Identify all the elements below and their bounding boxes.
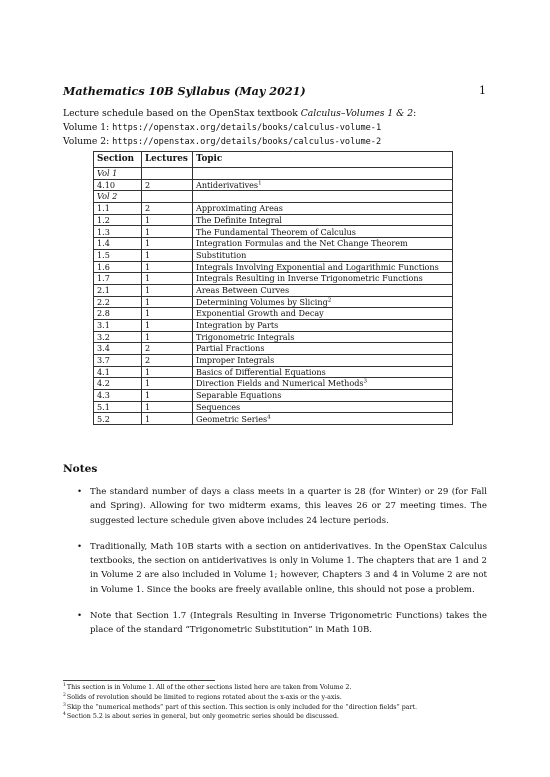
table-row <box>94 179 453 191</box>
header-section: Section <box>94 152 142 168</box>
topic-text: Partial Fractions <box>196 343 265 354</box>
lectures-cell: 1 <box>142 413 193 425</box>
note-item <box>77 540 487 597</box>
topic-text: Integrals Resulting in Inverse Trigonometric Functions <box>196 273 423 284</box>
table-header-row <box>94 152 453 168</box>
section-cell: 3.7 <box>94 355 142 367</box>
lectures-cell: 2 <box>142 179 193 191</box>
footnote-ref: 1 <box>258 180 262 187</box>
note-text: The standard number of days a class meets in a quarter is 28 (for Winter) or 29 (for Fall and Spring). Allowing for two midterm exams, this leaves 26 or 27 meeting times. The suggested lecture schedule given above includes 24 lecture periods. <box>90 487 487 526</box>
table-row <box>94 261 453 273</box>
lectures-cell: 1 <box>142 273 193 285</box>
section-cell: 2.2 <box>94 296 142 308</box>
table-row <box>94 319 453 331</box>
section-cell: 4.2 <box>94 378 142 390</box>
table-row <box>94 366 453 378</box>
topic-text: Substitution <box>196 249 247 260</box>
intro-text <box>63 107 416 149</box>
footnote-mark: 2 <box>63 692 66 698</box>
table-row <box>94 284 453 296</box>
topic-text: Direction Fields and Numerical Methods <box>196 378 364 389</box>
topic-text: Trigonometric Integrals <box>196 331 295 342</box>
topic-text: The Fundamental Theorem of Calculus <box>196 226 356 237</box>
note-item <box>77 485 487 528</box>
page-number: 1 <box>479 84 486 97</box>
section-cell: 1.7 <box>94 273 142 285</box>
topic-cell <box>193 214 453 226</box>
lecture-schedule-table <box>93 151 453 425</box>
lectures-cell: 1 <box>142 249 193 261</box>
section-cell: 4.3 <box>94 390 142 402</box>
footnote-ref: 2 <box>327 297 332 304</box>
lectures-cell: 1 <box>142 366 193 378</box>
table-row <box>94 308 453 320</box>
footnote-text: Solids of revolution should be limited to regions rotated about the x-axis or the y-axis. <box>66 693 342 701</box>
topic-text: Basics of Differential Equations <box>196 366 326 377</box>
header-lectures: Lectures <box>142 152 193 168</box>
topic-cell <box>193 401 453 413</box>
table-row <box>94 249 453 261</box>
footnotes <box>63 683 493 722</box>
footnote-mark: 3 <box>63 702 66 708</box>
section-cell: 2.1 <box>94 284 142 296</box>
lectures-cell: 1 <box>142 296 193 308</box>
section-cell: 3.1 <box>94 319 142 331</box>
note-text: Note that Section 1.7 (Integrals Resulting in Inverse Trigonometric Functions) takes the place of the standard “Trigonometric Substitution” in Math 10B. <box>90 611 487 636</box>
topic-cell <box>193 238 453 250</box>
empty-cell <box>142 168 193 180</box>
table-row <box>94 203 453 215</box>
table-row <box>94 343 453 355</box>
topic-cell <box>193 319 453 331</box>
notes-list <box>77 485 487 650</box>
table-row <box>94 390 453 402</box>
topic-text: Sequences <box>196 401 241 412</box>
topic-cell <box>193 261 453 273</box>
footnote-ref: 3 <box>363 378 368 385</box>
notes-heading: Notes <box>63 463 98 475</box>
bullet-icon: • <box>77 487 83 497</box>
topic-text: Antiderivatives <box>196 179 259 190</box>
topic-text: The Definite Integral <box>196 214 282 225</box>
empty-cell <box>193 168 453 180</box>
section-cell: 4.10 <box>94 179 142 191</box>
footnote-rule <box>63 680 215 681</box>
topic-cell <box>193 366 453 378</box>
footnote-mark: 1 <box>63 683 66 688</box>
note-item <box>77 609 487 638</box>
topic-text: Geometric Series <box>196 413 268 424</box>
volume-2-line <box>63 135 416 149</box>
table-row <box>94 413 453 425</box>
section-cell: 1.6 <box>94 261 142 273</box>
volume-label: Vol 1 <box>94 168 142 180</box>
table-row <box>94 355 453 367</box>
bullet-icon: • <box>77 541 83 552</box>
lectures-cell: 1 <box>142 401 193 413</box>
volume-1-line <box>63 121 416 135</box>
volume-1-url[interactable]: https://openstax.org/details/books/calculus-volume-1 <box>112 123 382 133</box>
topic-text: Integrals Involving Exponential and Logarithmic Functions <box>196 261 439 272</box>
empty-cell <box>193 191 453 203</box>
section-cell: 1.3 <box>94 226 142 238</box>
topic-cell <box>193 203 453 215</box>
section-cell: 1.1 <box>94 203 142 215</box>
footnote-ref: 4 <box>267 414 271 421</box>
footnote-mark: 4 <box>63 712 66 718</box>
topic-cell <box>193 296 453 308</box>
bullet-icon: • <box>77 611 83 622</box>
topic-text: Areas Between Curves <box>196 284 290 295</box>
topic-text: Separable Equations <box>196 390 282 401</box>
volume-2-label: Volume 2: <box>63 136 113 147</box>
header-topic: Topic <box>193 152 453 168</box>
table-row <box>94 401 453 413</box>
intro-suffix: : <box>413 108 417 119</box>
topic-cell <box>193 390 453 402</box>
intro-prefix: Lecture schedule based on the OpenStax textbook <box>63 108 301 119</box>
topic-cell <box>193 331 453 343</box>
page-header <box>63 84 486 100</box>
topic-text: Determining Volumes by Slicing <box>196 296 328 307</box>
lectures-cell: 1 <box>142 226 193 238</box>
lectures-cell: 2 <box>142 355 193 367</box>
footnote <box>63 693 493 703</box>
footnote <box>63 683 493 693</box>
lectures-cell: 1 <box>142 319 193 331</box>
topic-cell <box>193 226 453 238</box>
lectures-cell: 1 <box>142 214 193 226</box>
topic-text: Exponential Growth and Decay <box>196 308 324 319</box>
section-cell: 4.1 <box>94 366 142 378</box>
section-cell: 1.4 <box>94 238 142 250</box>
volume-row <box>94 168 453 180</box>
lectures-cell: 1 <box>142 308 193 320</box>
lectures-cell: 1 <box>142 378 193 390</box>
lectures-cell: 1 <box>142 390 193 402</box>
topic-cell <box>193 355 453 367</box>
section-cell: 3.2 <box>94 331 142 343</box>
volume-label: Vol 2 <box>94 191 142 203</box>
section-cell: 5.2 <box>94 413 142 425</box>
lectures-cell: 1 <box>142 261 193 273</box>
section-cell: 3.4 <box>94 343 142 355</box>
topic-cell <box>193 378 453 390</box>
topic-cell <box>193 284 453 296</box>
footnote-text: Section 5.2 is about series in general, but only geometric series should be discussed. <box>66 713 339 721</box>
topic-cell <box>193 249 453 261</box>
lectures-cell: 2 <box>142 203 193 215</box>
topic-text: Approximating Areas <box>196 203 283 214</box>
footnote-text: Skip the “numerical methods” part of this section. This section is only included for the “direction fields” part. <box>66 703 418 711</box>
empty-cell <box>142 191 193 203</box>
document-title: Mathematics 10B Syllabus (May 2021) <box>63 84 306 98</box>
topic-cell <box>193 179 453 191</box>
table-row <box>94 378 453 390</box>
table-row <box>94 273 453 285</box>
footnote <box>63 703 493 713</box>
table-row <box>94 238 453 250</box>
table-row <box>94 214 453 226</box>
intro-line <box>63 107 416 121</box>
topic-text: Improper Integrals <box>196 355 275 366</box>
topic-text: Integration by Parts <box>196 320 279 331</box>
section-cell: 5.1 <box>94 401 142 413</box>
section-cell: 2.8 <box>94 308 142 320</box>
lectures-cell: 1 <box>142 284 193 296</box>
section-cell: 1.5 <box>94 249 142 261</box>
topic-text: Integration Formulas and the Net Change Theorem <box>196 238 408 249</box>
volume-row <box>94 191 453 203</box>
topic-cell <box>193 273 453 285</box>
topic-cell <box>193 308 453 320</box>
table-body <box>94 168 453 425</box>
topic-cell <box>193 413 453 425</box>
footnote <box>63 712 493 722</box>
textbook-title: Calculus–Volumes 1 & 2 <box>300 108 414 119</box>
lectures-cell: 1 <box>142 238 193 250</box>
footnote-text: This section is in Volume 1. All of the other sections listed here are taken from Volume 2. <box>66 684 352 691</box>
note-text: Traditionally, Math 10B starts with a section on antiderivatives. In the OpenStax Calculus textbooks, the section on antiderivatives is only in Volume 1. The chapters that are 1 and 2 in Volume 2 are also included in Volume 1; however, Chapters 3 and 4 in Volume 2 are not in Volume 1. Since the books are freely available online, this should not pose a problem. <box>90 541 488 595</box>
lectures-cell: 1 <box>142 331 193 343</box>
table-row <box>94 331 453 343</box>
volume-1-label: Volume 1: <box>63 122 113 133</box>
table-row <box>94 226 453 238</box>
section-cell: 1.2 <box>94 214 142 226</box>
topic-cell <box>193 343 453 355</box>
table-row <box>94 296 453 308</box>
volume-2-url[interactable]: https://openstax.org/details/books/calculus-volume-2 <box>112 137 382 147</box>
lectures-cell: 2 <box>142 343 193 355</box>
